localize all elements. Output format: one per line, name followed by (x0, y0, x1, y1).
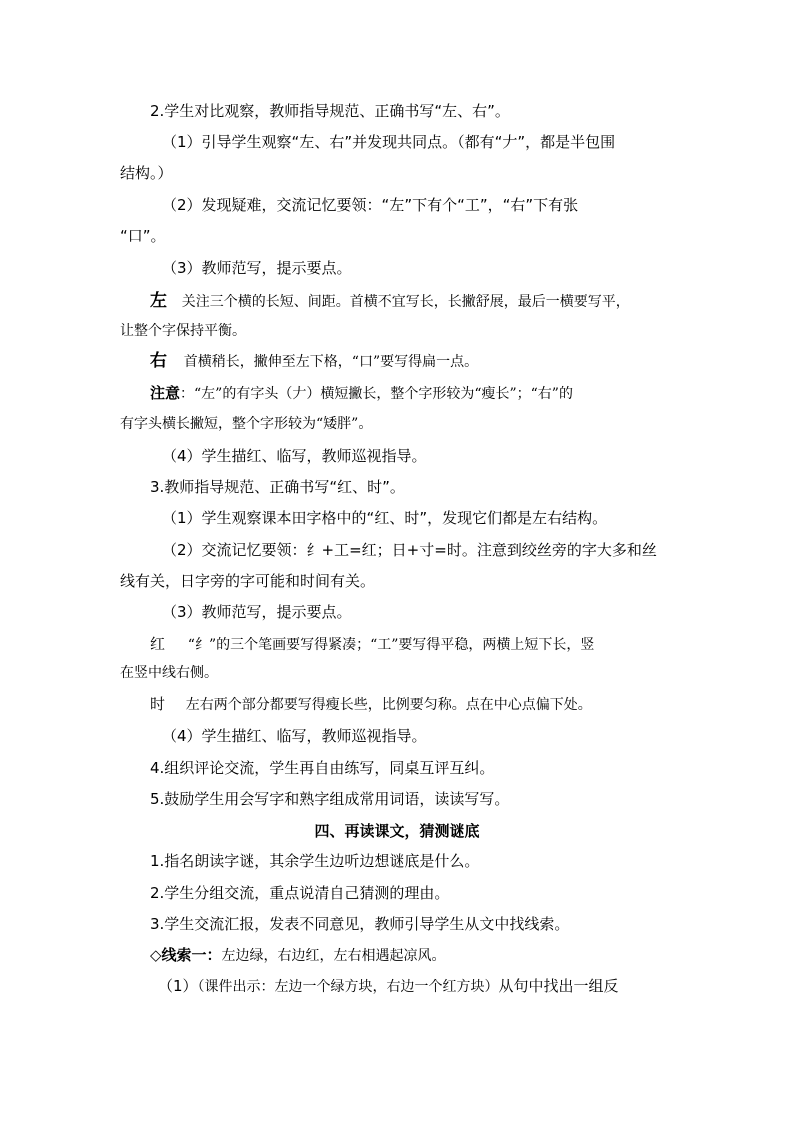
paragraph: （4）学生描红、临写，教师巡视指导。 (162, 727, 427, 745)
paragraph (150, 382, 573, 404)
paragraph (150, 633, 594, 655)
paragraph-text: 从句中找出一组反 (498, 977, 619, 995)
clue-label: ◇线索一： (150, 946, 222, 964)
paragraph-text: （课件出示：左边一个绿方块，右边一个红方块） (197, 979, 499, 995)
paragraph: 5.鼓励学生用会写字和熟字组成常用词语，读读写写。 (150, 790, 510, 808)
paragraph-text: 关注三个横的长短、间距。首横不宜写长，长撇舒展，最后一横要写平， (181, 294, 630, 310)
paragraph-text: 首横稍长，撇伸至左下格，“口”要写得扁一点。 (183, 354, 479, 370)
paragraph: “口”。 (120, 227, 166, 245)
paragraph: 3.学生交流汇报，发表不同意见，教师引导学生从文中找线索。 (150, 915, 570, 933)
paragraph-number: （1） (158, 977, 198, 995)
paragraph: （1）学生观察课本田字格中的“红、时”，发现它们都是左右结构。 (162, 509, 608, 527)
paragraph: （3）教师范写，提示要点。 (162, 603, 352, 621)
paragraph (158, 975, 619, 997)
paragraph-text: 左边绿，右边红，左右相遇起凉风。 (221, 948, 446, 964)
paragraph-text: “纟”的三个笔画要写得紧凑；“工”要写得平稳，两横上短下长，竖 (187, 637, 595, 653)
paragraph (162, 131, 615, 153)
paragraph (150, 290, 630, 312)
paragraph: 线有关，日字旁的字可能和时间有关。 (120, 572, 376, 590)
paragraph: 4.组织评论交流，学生再自由练写，同桌互评互纠。 (150, 759, 495, 777)
paragraph: （2）发现疑难，交流记忆要领：“左”下有个“工”，“右”下有张 (162, 196, 579, 214)
section-heading: 四、再读课文，猜测谜底 (314, 822, 480, 840)
paragraph: 结构。） (120, 164, 173, 182)
paragraph-text: （1）引导学生观察“左、右”并发现共同点。（都有“𠂇”，都是半包围 (162, 133, 616, 151)
paragraph: （4）学生描红、临写，教师巡视指导。 (162, 447, 427, 465)
paragraph: 有字头横长撇短，整个字形较为“矮胖”。 (120, 416, 373, 432)
model-character: 左 (150, 291, 167, 311)
note-label: 注意 (150, 384, 181, 402)
paragraph: 2.学生分组交流，重点说清自己猜测的理由。 (150, 884, 450, 902)
paragraph: 2.学生对比观察，教师指导规范、正确书写“左、右”。 (150, 102, 510, 120)
paragraph-text: ：“左”的有字头（𠂇）横短撇长，整个字形较为“瘦长”；“右”的 (180, 386, 573, 402)
paragraph (150, 944, 446, 966)
paragraph: 1.指名朗读字谜，其余学生边听边想谜底是什么。 (150, 852, 480, 870)
model-character: 时 (150, 695, 166, 713)
paragraph: （3）教师范写，提示要点。 (162, 259, 352, 277)
model-character: 红 (150, 635, 166, 653)
model-character: 右 (150, 351, 167, 371)
paragraph: 3.教师指导规范、正确书写“红、时”。 (150, 478, 405, 496)
paragraph-text: 左右两个部分都要写得瘦长些，比例要匀称。点在中心点偏下处。 (185, 697, 592, 713)
paragraph: 让整个字保持平衡。 (120, 323, 246, 339)
paragraph: 在竖中线右侧。 (120, 665, 218, 681)
paragraph (150, 350, 478, 372)
paragraph: （2）交流记忆要领：纟+工=红；日+寸=时。注意到绞丝旁的字大多和丝 (162, 541, 657, 559)
paragraph (150, 693, 592, 715)
